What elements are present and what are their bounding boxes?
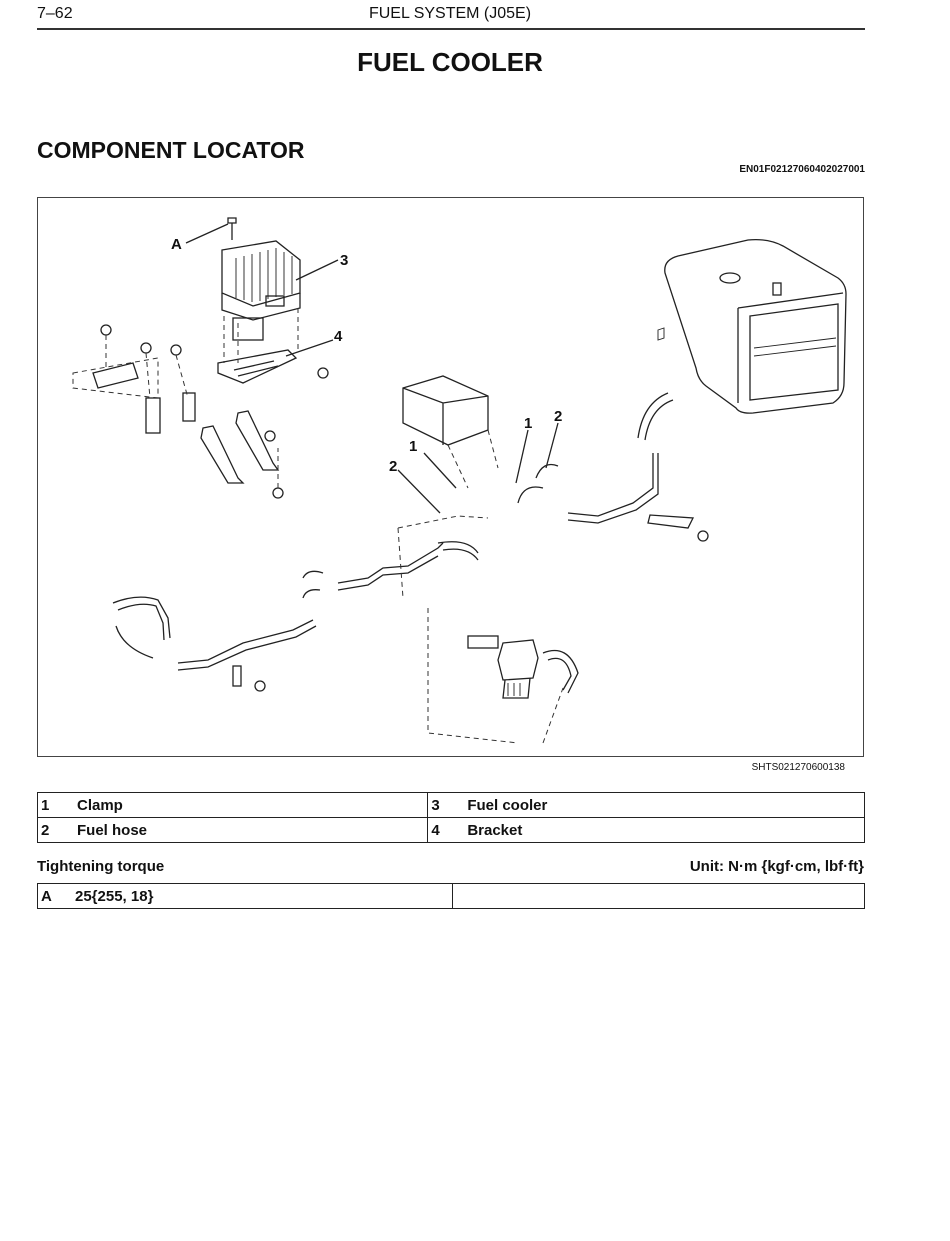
torque-value: 25{255, 18}: [75, 887, 154, 905]
torque-empty-cell: [453, 884, 865, 909]
legend-name: Clamp: [74, 793, 428, 818]
callout-2-right: 2: [554, 408, 563, 425]
torque-code: A: [41, 887, 52, 905]
callout-4: 4: [334, 328, 343, 345]
callout-3: 3: [340, 252, 349, 269]
fuel-tank: [658, 240, 846, 414]
legend-name: Fuel hose: [74, 818, 428, 843]
header-rule: [37, 28, 865, 30]
fuel-filter: [468, 636, 578, 743]
legend-name: Bracket: [464, 818, 864, 843]
torque-cell: [38, 884, 453, 909]
figure-id: SHTS021270600138: [751, 762, 845, 773]
callout-1-right: 1: [524, 415, 533, 432]
torque-table: [37, 883, 865, 909]
legend-number: 2: [38, 818, 75, 843]
legend-number: 1: [38, 793, 75, 818]
legend-number: 4: [428, 818, 465, 843]
section-heading: COMPONENT LOCATOR: [37, 137, 305, 163]
callout-1-left: 1: [409, 438, 418, 455]
fuel-piping: [338, 393, 708, 743]
page-number: 7–62: [37, 5, 73, 22]
lower-left-piping: [113, 571, 323, 691]
center-unit: [403, 376, 498, 488]
callout-A: A: [171, 236, 182, 253]
fuel-cooler: [222, 218, 300, 320]
callout-2-left: 2: [389, 458, 398, 475]
table-row: [38, 793, 865, 818]
callouts: [171, 224, 562, 513]
legend-name: Fuel cooler: [464, 793, 864, 818]
exploded-diagram: [38, 198, 865, 758]
torque-heading: Tightening torque: [37, 858, 165, 875]
document-id: EN01F02127060402027001: [739, 164, 865, 175]
section-header: FUEL SYSTEM (J05E): [368, 5, 532, 22]
component-locator-figure: [37, 197, 864, 757]
page-title: FUEL COOLER: [357, 47, 543, 77]
table-row: [38, 818, 865, 843]
torque-unit: Unit: N·m {kgf·cm, lbf·ft}: [689, 858, 864, 875]
table-row: [38, 884, 865, 909]
legend-number: 3: [428, 793, 465, 818]
parts-legend-table: [37, 792, 865, 843]
